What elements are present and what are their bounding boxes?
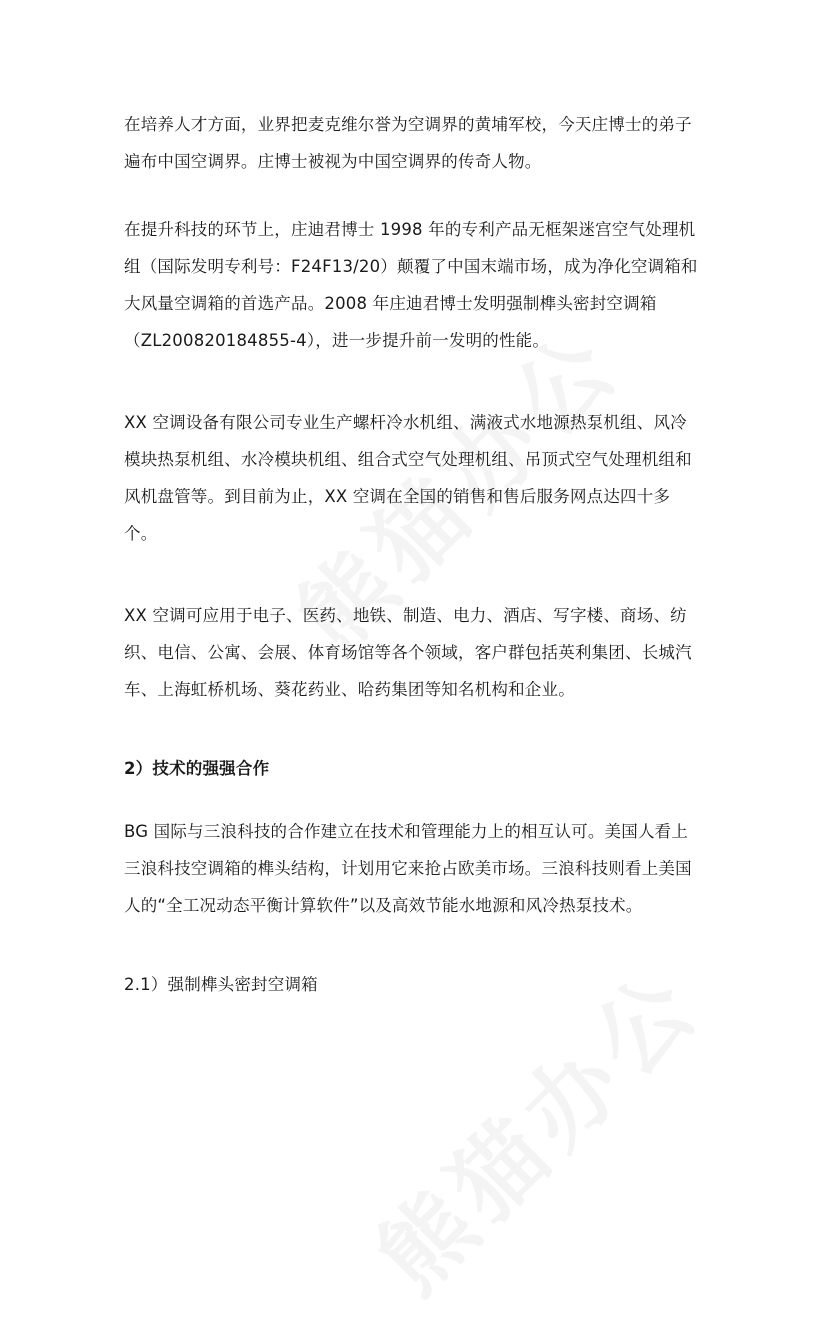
text-line: XX 空调可应用于电子、医药、地铁、制造、电力、酒店、写字楼、商场、纺 — [124, 606, 687, 625]
text-line: XX 空调设备有限公司专业生产螺杆冷水机组、满液式水地源热泵机组、风冷 — [124, 413, 687, 432]
text-line: 遍布中国空调界。庄博士被视为中国空调界的传奇人物。 — [124, 152, 542, 171]
text-line: （ZL200820184855-4），进一步提升前一发明的性能。 — [124, 331, 550, 350]
text-line: 模块热泵机组、水冷模块机组、组合式空气处理机组、吊顶式空气处理机组和 — [124, 450, 692, 469]
subheading-text: 2.1）强制榫头密封空调箱 — [124, 975, 318, 994]
text-line: 车、上海虹桥机场、葵花药业、哈药集团等知名机构和企业。 — [124, 680, 575, 699]
text-line: BG 国际与三浪科技的合作建立在技术和管理能力上的相互认可。美国人看上 — [124, 822, 689, 841]
text-line: 组（国际发明专利号：F24F13/20）颠覆了中国末端市场，成为净化空调箱和 — [124, 257, 698, 276]
paragraph-technology — [124, 211, 706, 359]
paragraph-talent — [124, 106, 706, 180]
text-line: 织、电信、公寓、会展、体育场馆等各个领域，客户群包括英利集团、长城汽 — [124, 643, 692, 662]
text-line: 在培养人才方面，业界把麦克维尔誉为空调界的黄埔军校，今天庄博士的弟子 — [124, 115, 692, 134]
paragraph-products — [124, 404, 706, 552]
text-line: 个。 — [124, 524, 158, 543]
section-heading — [124, 750, 706, 787]
text-line: 人的“全工况动态平衡计算软件”以及高效节能水地源和风冷热泵技术。 — [124, 896, 643, 915]
text-line: 三浪科技空调箱的榫头结构，计划用它来抢占欧美市场。三浪科技则看上美国 — [124, 859, 692, 878]
text-line: 大风量空调箱的首选产品。2008 年庄迪君博士发明强制榫头密封空调箱 — [124, 294, 657, 313]
subsection-heading — [124, 966, 706, 1003]
paragraph-applications — [124, 597, 706, 708]
heading-text: 2）技术的强强合作 — [124, 759, 270, 778]
paragraph-cooperation — [124, 813, 706, 924]
text-line: 在提升科技的环节上，庄迪君博士 1998 年的专利产品无框架迷宫空气处理机 — [124, 220, 696, 239]
text-line: 风机盘管等。到目前为止，XX 空调在全国的销售和售后服务网点达四十多 — [124, 487, 671, 506]
